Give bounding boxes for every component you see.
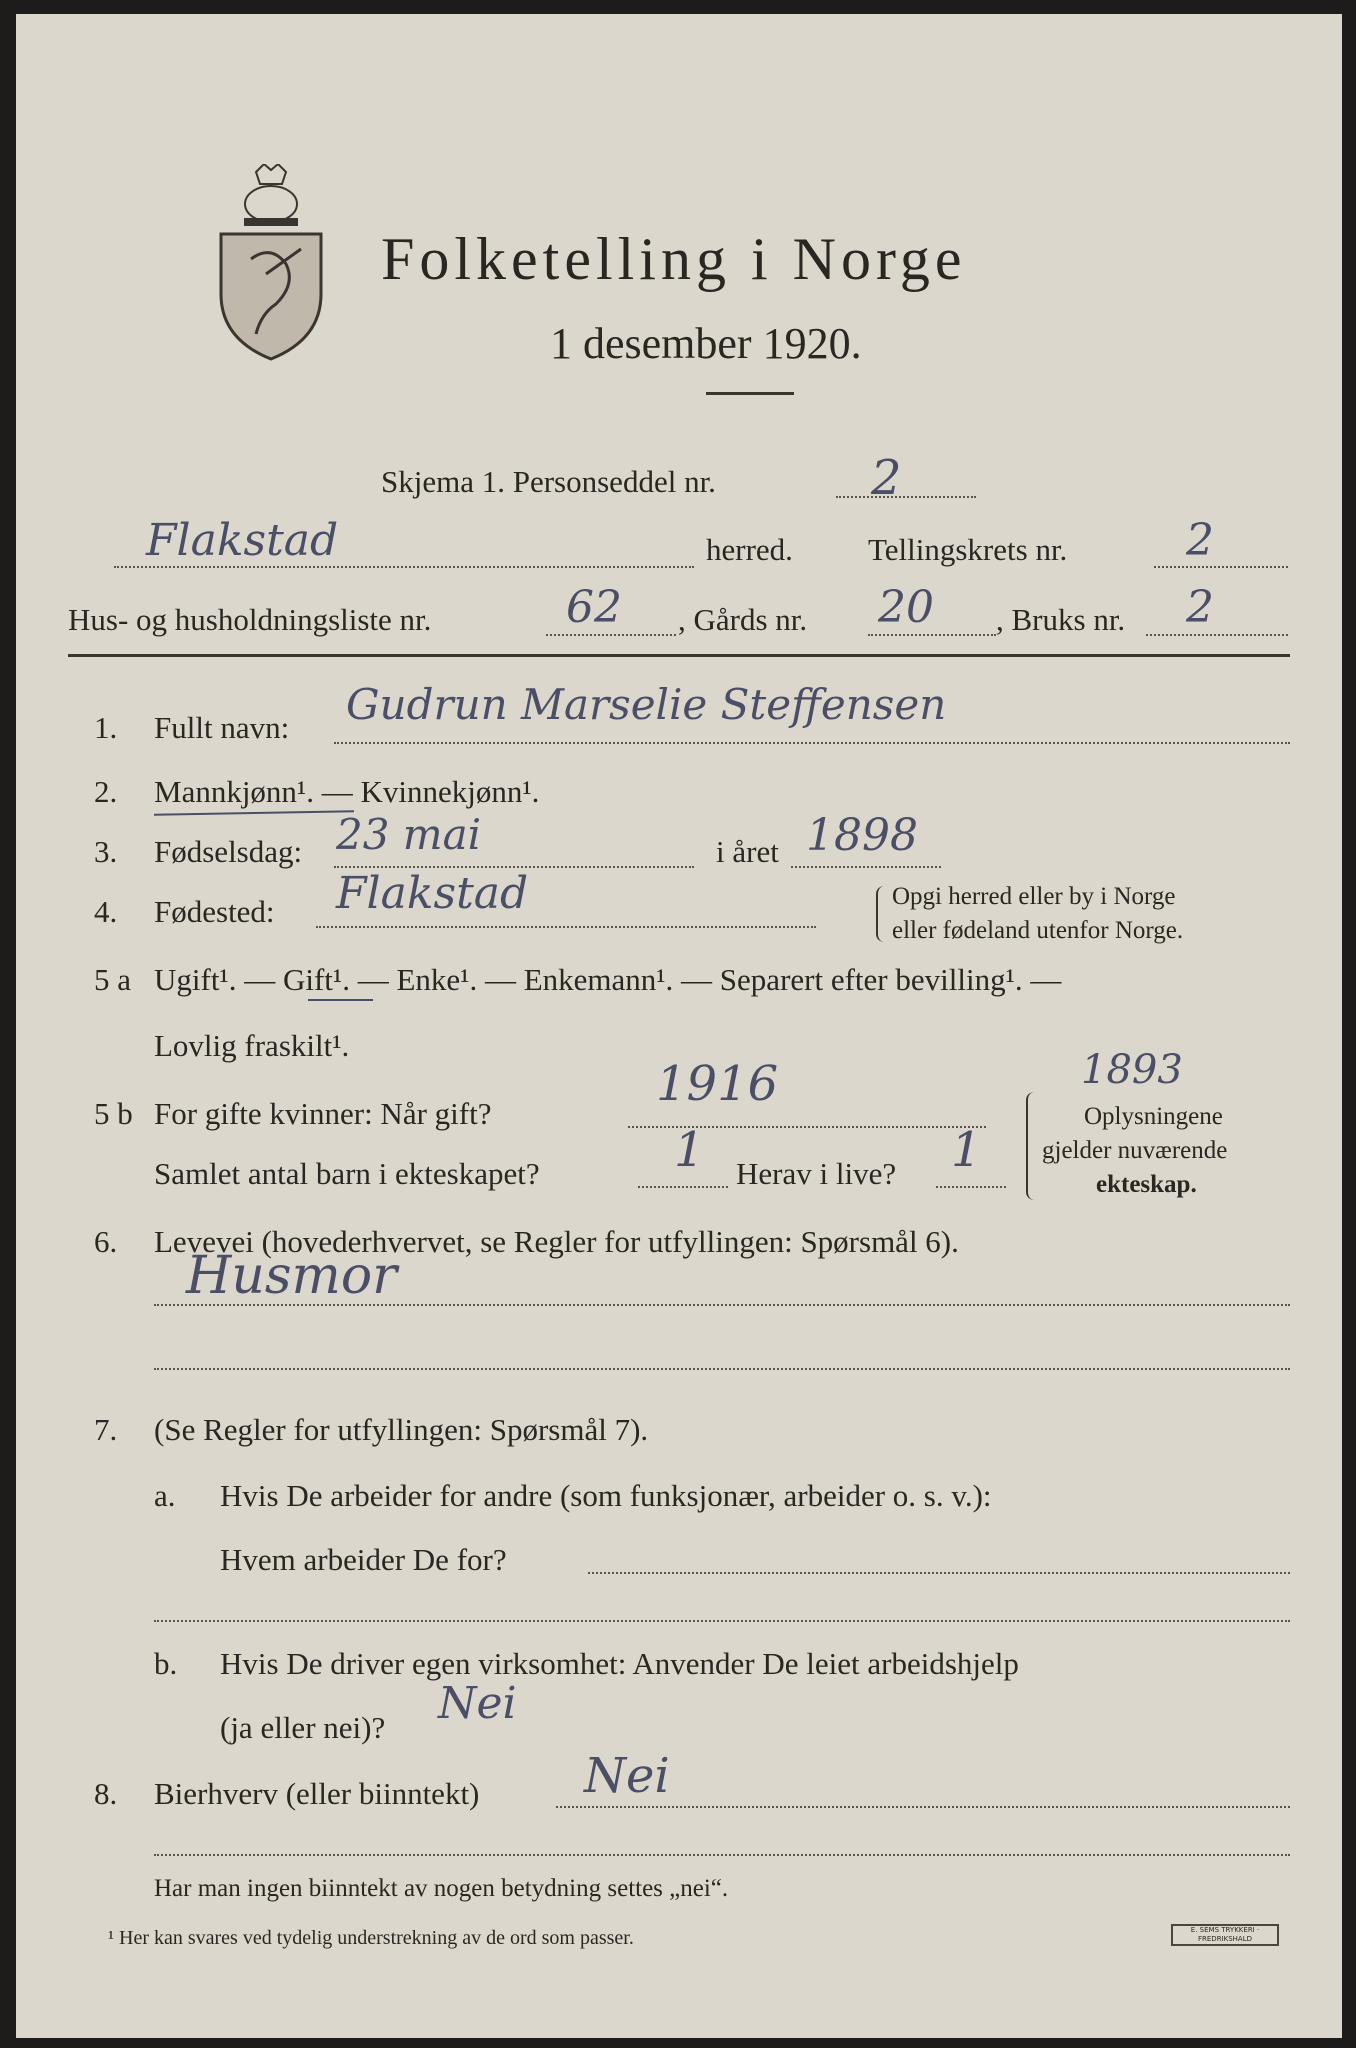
q5a-number: 5 a bbox=[94, 962, 132, 997]
husliste-field[interactable] bbox=[546, 634, 676, 636]
aar-value: 1898 bbox=[806, 810, 918, 861]
aar-field[interactable] bbox=[791, 866, 941, 868]
herred-value: Flakstad bbox=[146, 515, 339, 566]
skjema-label: Skjema 1. Personseddel nr. bbox=[381, 464, 716, 499]
gards-value: 20 bbox=[878, 582, 934, 633]
levevei-value: Husmor bbox=[186, 1246, 397, 1306]
q7b-label: Hvis De driver egen virksomhet: Anvender De leiet arbeidshjelp bbox=[220, 1646, 1019, 1681]
q5b-ilive-label: Herav i live? bbox=[736, 1156, 897, 1191]
q7-label: (Se Regler for utfyllingen: Spørsmål 7). bbox=[154, 1412, 649, 1447]
q7a-who-label: Hvem arbeider De for? bbox=[220, 1542, 507, 1577]
q6-number: 6. bbox=[94, 1224, 118, 1259]
q3-year-label: i året bbox=[716, 834, 779, 869]
q1-label: Fullt navn: bbox=[154, 710, 290, 745]
arbeider-for-field-2[interactable] bbox=[154, 1620, 1290, 1622]
gards-label: , Gårds nr. bbox=[678, 602, 808, 637]
i-live-value: 1 bbox=[951, 1122, 982, 1178]
fodested-value: Flakstad bbox=[336, 868, 529, 919]
fullt-navn-field[interactable] bbox=[334, 742, 1290, 744]
fullt-navn-value: Gudrun Marselie Steffensen bbox=[346, 680, 947, 729]
naar-gift-alt-value: 1893 bbox=[1081, 1047, 1183, 1093]
q5b-note-line1: Oplysningene bbox=[1084, 1103, 1223, 1130]
q5b-barn-label: Samlet antal barn i ekteskapet? bbox=[154, 1156, 540, 1191]
q5b-number: 5 b bbox=[94, 1096, 133, 1131]
tellingskrets-value: 2 bbox=[1186, 515, 1214, 566]
herred-field[interactable] bbox=[114, 566, 694, 568]
q8-label: Bierhverv (eller biinntekt) bbox=[154, 1776, 480, 1811]
tellingskrets-field[interactable] bbox=[1154, 566, 1288, 568]
q7-number: 7. bbox=[94, 1412, 118, 1447]
q7a-letter: a. bbox=[154, 1478, 176, 1513]
i-live-field[interactable] bbox=[936, 1186, 1006, 1188]
header-rule bbox=[68, 654, 1290, 657]
coat-of-arms-icon bbox=[216, 164, 326, 364]
q5b-label: For gifte kvinner: Når gift? bbox=[154, 1096, 492, 1131]
printer-stamp: E. SEMS TRYKKERI · FREDRIKSHALD bbox=[1171, 1924, 1279, 1946]
personseddel-field[interactable] bbox=[836, 496, 976, 498]
nei-note: Har man ingen biinntekt av nogen betydning settes „nei“. bbox=[154, 1875, 729, 1902]
naar-gift-value: 1916 bbox=[656, 1056, 779, 1112]
q6-label: Levevei (hovederhvervet, se Regler for utfyllingen: Spørsmål 6). bbox=[154, 1224, 959, 1259]
arbeidshjelp-value: Nei bbox=[438, 1678, 517, 1729]
q4-note-line1: Opgi herred eller by i Norge bbox=[892, 883, 1176, 910]
husliste-label: Hus- og husholdningsliste nr. bbox=[68, 602, 432, 637]
q2-label: Mannkjønn¹. — Kvinnekjønn¹. bbox=[154, 774, 540, 809]
q7a-label: Hvis De arbeider for andre (som funksjonær, arbeider o. s. v.): bbox=[220, 1478, 992, 1513]
q5b-note-line2: gjelder nuværende bbox=[1042, 1137, 1228, 1164]
q3-number: 3. bbox=[94, 834, 118, 869]
gift-underline bbox=[308, 999, 373, 1001]
arbeider-for-field[interactable] bbox=[588, 1572, 1290, 1574]
census-date: 1 desember 1920. bbox=[550, 319, 862, 368]
title-divider bbox=[706, 392, 794, 395]
bierhverv-field-2[interactable] bbox=[154, 1854, 1290, 1856]
bierhverv-value: Nei bbox=[584, 1748, 670, 1804]
q5a-label: Ugift¹. — Gift¹. — Enke¹. — Enkemann¹. — Separert efter bevilling¹. — bbox=[154, 962, 1062, 997]
q4-bracket bbox=[876, 886, 886, 942]
tellingskrets-label: Tellingskrets nr. bbox=[868, 532, 1068, 567]
q7b-yesno-label: (ja eller nei)? bbox=[220, 1710, 386, 1745]
census-form bbox=[16, 14, 1342, 2038]
q5a-continued: Lovlig fraskilt¹. bbox=[154, 1028, 350, 1063]
personseddel-value: 2 bbox=[871, 450, 902, 506]
form-title: Folketelling i Norge bbox=[381, 226, 967, 292]
husliste-value: 62 bbox=[566, 582, 622, 633]
barn-value: 1 bbox=[674, 1122, 705, 1178]
levevei-field-2[interactable] bbox=[154, 1368, 1290, 1370]
q4-label: Fødested: bbox=[154, 894, 275, 929]
footnote: ¹ Her kan svares ved tydelig understrekning av de ord som passer. bbox=[108, 1927, 634, 1949]
barn-field[interactable] bbox=[638, 1186, 728, 1188]
fodselsdag-value: 23 mai bbox=[336, 810, 482, 859]
bruks-label: , Bruks nr. bbox=[996, 602, 1126, 637]
bierhverv-field[interactable] bbox=[556, 1806, 1290, 1808]
q7b-letter: b. bbox=[154, 1646, 178, 1681]
gards-field[interactable] bbox=[868, 634, 996, 636]
q3-label: Fødselsdag: bbox=[154, 834, 303, 869]
q4-number: 4. bbox=[94, 894, 118, 929]
fodested-field[interactable] bbox=[316, 926, 816, 928]
q1-number: 1. bbox=[94, 710, 118, 745]
q5b-bracket bbox=[1026, 1092, 1036, 1200]
mannkjonn-underline bbox=[154, 810, 354, 815]
herred-label: herred. bbox=[706, 532, 793, 567]
q5b-note-line3: ekteskap. bbox=[1096, 1171, 1197, 1198]
q8-number: 8. bbox=[94, 1776, 118, 1811]
bruks-field[interactable] bbox=[1146, 634, 1288, 636]
bruks-value: 2 bbox=[1186, 582, 1214, 633]
q4-note-line2: eller fødeland utenfor Norge. bbox=[892, 917, 1184, 944]
q2-number: 2. bbox=[94, 774, 118, 809]
